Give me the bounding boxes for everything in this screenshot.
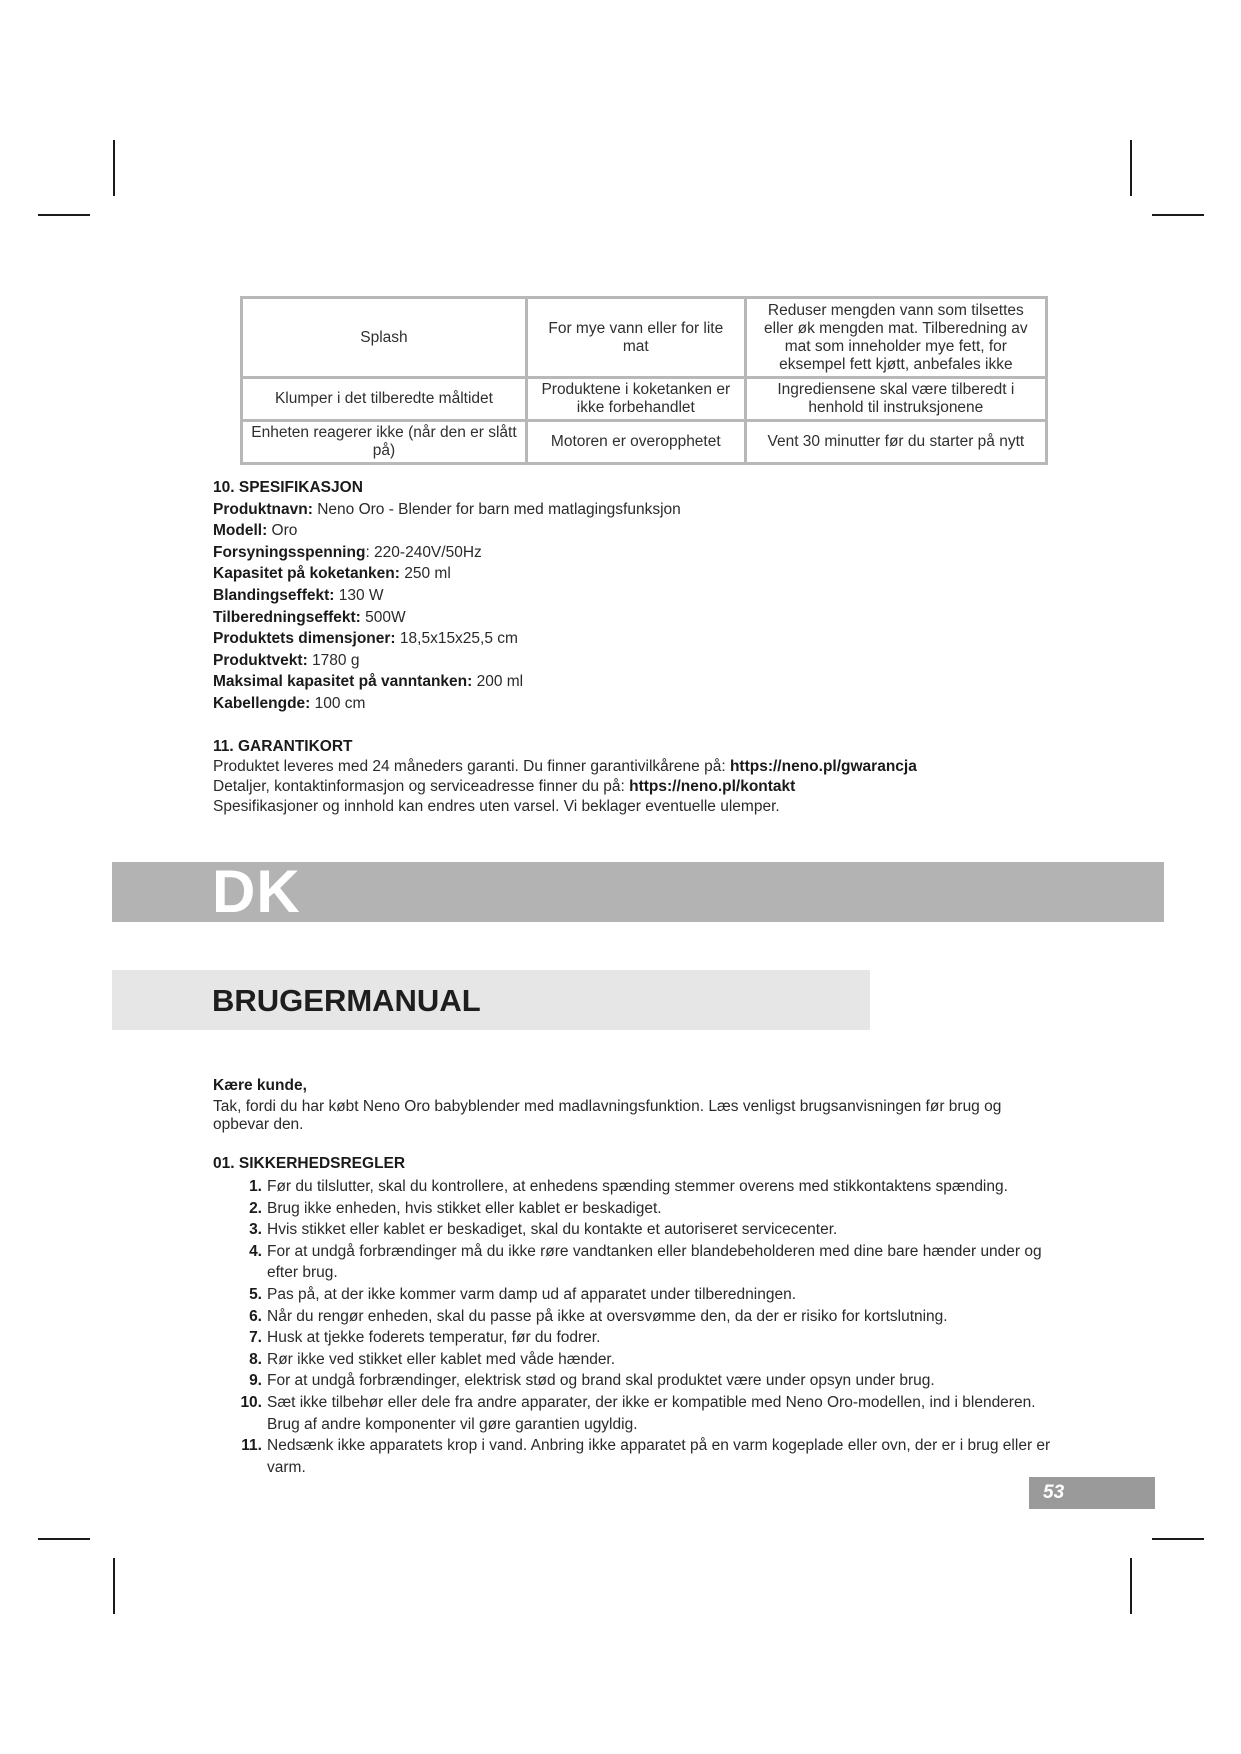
spec-line <box>213 520 681 542</box>
troubleshooting-table <box>240 296 1048 465</box>
crop-mark <box>113 1558 115 1614</box>
spec-label: Modell: <box>213 522 268 540</box>
cause-cell: Motoren er overopphetet <box>526 421 745 464</box>
spec-value: Oro <box>267 522 298 540</box>
section-heading: 10. SPESIFIKASJON <box>213 479 363 496</box>
crop-mark <box>38 214 90 216</box>
rule-number: 4. <box>249 1242 262 1260</box>
table-row <box>242 298 1047 378</box>
rule-number: 3. <box>249 1221 262 1239</box>
rule-text: For at undgå forbrændinger, elektrisk stød og brand skal produktet være under opsyn under brug. <box>267 1372 935 1390</box>
spec-value: 130 W <box>334 586 384 604</box>
rule-text: Rør ikke ved stikket eller kablet med våde hænder. <box>267 1350 616 1368</box>
spec-line <box>213 671 681 693</box>
section-heading: 01. SIKKERHEDSREGLER <box>213 1155 406 1172</box>
spec-value: 18,5x15x25,5 cm <box>395 630 518 648</box>
warranty-section <box>213 737 917 817</box>
spec-value: 1780 g <box>307 651 360 669</box>
spec-label: Produktnavn: <box>213 500 313 518</box>
spec-line <box>213 542 681 564</box>
rule-text: Husk at tjekke foderets temperatur, før du fodrer. <box>267 1329 601 1347</box>
spec-value: 200 ml <box>472 673 524 691</box>
spec-value: 500W <box>360 608 406 626</box>
rule-number: 1. <box>249 1178 262 1195</box>
notice-line: Spesifikasjoner og innhold kan endres uten varsel. Vi beklager eventuelle ulemper. <box>213 798 780 815</box>
list-item <box>236 1198 1066 1220</box>
language-banner <box>112 858 1164 925</box>
list-item <box>236 1219 1066 1241</box>
spec-label: Produktvekt: <box>213 651 308 669</box>
warranty-link[interactable]: https://neno.pl/gwarancja <box>729 758 917 775</box>
specifications-section <box>213 477 681 715</box>
list-item <box>236 1241 1066 1284</box>
rule-text: Når du rengør enheden, skal du passe på ikke at oversvømme den, da der er risiko for kortslutning. <box>267 1307 948 1325</box>
crop-mark <box>1152 214 1204 216</box>
spec-label: Kapasitet på koketanken: <box>213 565 400 583</box>
table-row <box>242 378 1047 421</box>
cause-cell: For mye vann eller for lite mat <box>526 298 745 378</box>
rule-text: Nedsænk ikke apparatets krop i vand. Anbring ikke apparatet på en varm kogeplade eller ovn, der er i brug eller er varm. <box>267 1437 1051 1476</box>
rule-number: 11. <box>241 1437 262 1455</box>
spec-value: 100 cm <box>310 694 366 712</box>
rule-text: Før du tilslutter, skal du kontrollere, at enhedens spænding stemmer overens med stikkontaktens spænding. <box>267 1178 1008 1195</box>
spec-label: Produktets dimensjoner: <box>213 630 396 648</box>
rule-number: 6. <box>249 1307 262 1325</box>
list-item <box>236 1370 1066 1392</box>
contact-link[interactable]: https://neno.pl/kontakt <box>629 778 796 795</box>
spec-label: Forsyningsspenning <box>213 543 366 561</box>
spec-value: Neno Oro - Blender for barn med matlagingsfunksjon <box>312 500 681 518</box>
warranty-line: Produktet leveres med 24 måneders garanti. Du finner garantivilkårene på: https://neno.pl/gwarancja <box>213 758 917 775</box>
page-number: 53 <box>1029 1477 1155 1509</box>
table-row <box>242 421 1047 464</box>
spec-label: Blandingseffekt: <box>213 586 335 604</box>
manual-title-bar <box>112 970 870 1030</box>
intro-section <box>213 1077 1053 1134</box>
rule-number: 10. <box>240 1393 262 1411</box>
spec-line <box>213 499 681 521</box>
problem-cell: Splash <box>242 298 527 378</box>
solution-cell: Ingrediensene skal være tilberedt i henhold til instruksjonene <box>745 378 1046 421</box>
spec-value: : 220-240V/50Hz <box>365 543 482 561</box>
section-heading: 11. GARANTIKORT <box>213 738 353 755</box>
crop-mark <box>1130 140 1132 196</box>
rule-text: Brug ikke enheden, hvis stikket eller kablet er beskadiget. <box>267 1199 662 1217</box>
rule-text: Pas på, at der ikke kommer varm damp ud af apparatet under tilberedningen. <box>267 1285 797 1303</box>
solution-cell: Vent 30 minutter før du starter på nytt <box>745 421 1046 464</box>
crop-mark <box>1130 1558 1132 1614</box>
crop-mark <box>113 140 115 196</box>
safety-rules-list <box>236 1176 1066 1478</box>
list-item <box>236 1176 1066 1198</box>
problem-cell: Klumper i det tilberedte måltidet <box>242 378 527 421</box>
rule-text: Sæt ikke tilbehør eller dele fra andre apparater, der ikke er kompatible med Neno Oro-modellen, ind i blenderen. Brug af andre komponenter vil gøre garantien ugyldig. <box>267 1393 1036 1433</box>
list-item <box>236 1306 1066 1328</box>
rule-number: 7. <box>249 1329 262 1347</box>
language-code: DK <box>212 858 301 925</box>
spec-label: Tilberedningseffekt: <box>213 608 361 626</box>
spec-line <box>213 585 681 607</box>
cause-cell: Produktene i koketanken er ikke forbehandlet <box>526 378 745 421</box>
rule-number: 5. <box>249 1285 262 1303</box>
spec-label: Kabellengde: <box>213 694 311 712</box>
spec-line <box>213 563 681 585</box>
list-item <box>236 1327 1066 1349</box>
spec-label: Maksimal kapasitet på vanntanken: <box>213 673 473 691</box>
spec-line <box>213 693 681 715</box>
list-item <box>236 1284 1066 1306</box>
manual-title: BRUGERMANUAL <box>212 983 481 1018</box>
contact-line: Detaljer, kontaktinformasjon og serviceadresse finner du på: https://neno.pl/kontakt <box>213 778 796 795</box>
rule-text: Hvis stikket eller kablet er beskadiget, skal du kontakte et autoriseret servicecenter. <box>267 1221 838 1239</box>
crop-mark <box>1152 1538 1204 1540</box>
rule-text: For at undgå forbrændinger må du ikke røre vandtanken eller blandebeholderen med dine bare hænder under og efter brug. <box>267 1242 1042 1282</box>
rule-number: 2. <box>249 1199 262 1217</box>
problem-cell: Enheten reagerer ikke (når den er slått på) <box>242 421 527 464</box>
spec-value: 250 ml <box>399 565 451 583</box>
intro-text: Tak, fordi du har købt Neno Oro babyblender med madlavningsfunktion. Læs venligst brugsanvisningen før brug og opbevar den. <box>213 1098 1002 1133</box>
safety-section <box>213 1153 405 1175</box>
spec-line <box>213 607 681 629</box>
list-item <box>236 1349 1066 1371</box>
solution-cell: Reduser mengden vann som tilsettes eller øk mengden mat. Tilberedning av mat som inneholder mye fett, for eksempel fett kjøtt, anbefales ikke <box>745 298 1046 378</box>
spec-line <box>213 650 681 672</box>
crop-mark <box>38 1538 90 1540</box>
rule-number: 8. <box>249 1350 262 1368</box>
rule-number: 9. <box>249 1372 262 1390</box>
list-item <box>236 1435 1066 1478</box>
spec-line <box>213 628 681 650</box>
list-item <box>236 1392 1066 1435</box>
greeting: Kære kunde, <box>213 1077 307 1094</box>
